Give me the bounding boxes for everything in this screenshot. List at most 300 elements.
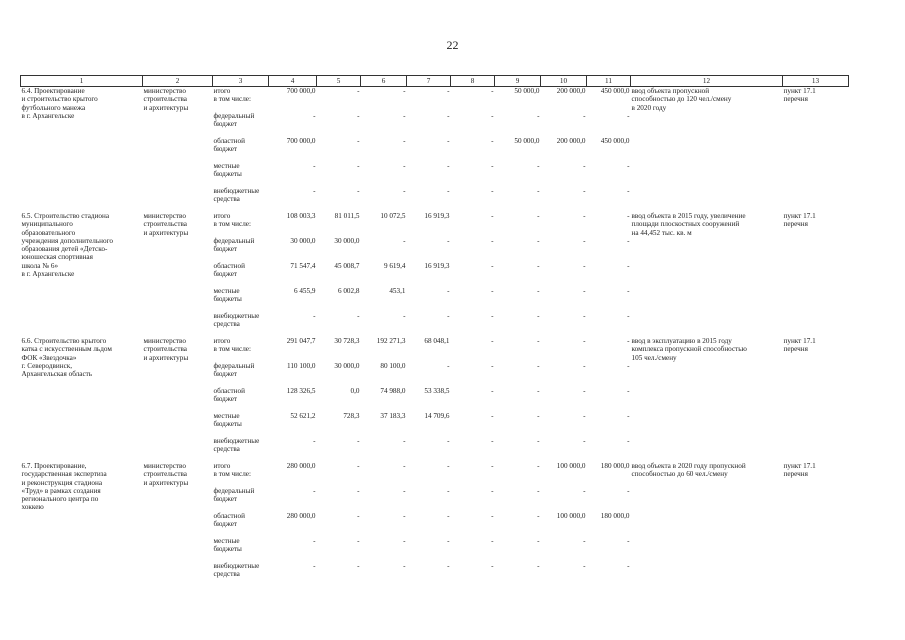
col-header: 10 — [541, 76, 587, 87]
amount-cell: - — [583, 387, 586, 395]
amount-cell: - — [447, 237, 450, 245]
amount-cell: - — [537, 562, 540, 570]
amount-cell: - — [491, 437, 494, 445]
executor-line: министерство — [143, 87, 186, 95]
measure-name-line: в г. Архангельске — [21, 111, 75, 120]
legal-basis — [783, 87, 849, 213]
funding-source-line: местные — [213, 537, 240, 545]
amount-cell: - — [537, 537, 540, 545]
legal-basis — [783, 462, 849, 587]
amount-cell: - — [357, 87, 360, 95]
funding-source — [213, 112, 269, 137]
amount-cell: 16 919,3 — [424, 212, 450, 220]
amount-cell: 453,1 — [389, 287, 406, 295]
executor-line: строительства — [143, 345, 187, 354]
amount-cell: 9 619,4 — [383, 262, 406, 270]
amount-cell: - — [491, 212, 494, 220]
amount-cell: - — [537, 412, 540, 420]
funding-source-line: областной — [213, 512, 245, 520]
col-header: 8 — [451, 76, 495, 87]
measure-name-line: катка с искусственным льдом — [21, 345, 112, 354]
expected-result-line: площади плоскостных сооружений — [631, 220, 740, 229]
amount-cell: - — [447, 462, 450, 470]
measure-name-line: футбольного манежа — [21, 103, 86, 112]
amount-cell: - — [357, 312, 360, 320]
measure-name-line: в г. Архангельске — [21, 270, 75, 279]
legal-basis-line: пункт 17.1 — [783, 87, 816, 95]
amount-cell: - — [447, 87, 450, 95]
funding-source-line: бюджеты — [213, 420, 242, 429]
expected-result — [631, 337, 783, 462]
table-row — [21, 87, 849, 113]
amount-cell: - — [491, 337, 494, 345]
amount-cell: - — [313, 112, 316, 120]
funding-source-line: федеральный — [213, 362, 255, 370]
amount-cell: - — [537, 437, 540, 445]
executor — [143, 87, 213, 213]
funding-source-line: бюджеты — [213, 545, 242, 554]
amount-cell: - — [491, 487, 494, 495]
measure-name-line: образовательного — [21, 228, 76, 237]
amount-cell: - — [403, 462, 406, 470]
amount-cell: - — [583, 237, 586, 245]
amount-cell: 71 547,4 — [290, 262, 316, 270]
col-header: 4 — [269, 76, 317, 87]
amount-cell: - — [403, 537, 406, 545]
amount-cell: - — [627, 162, 630, 170]
measure-name-line: «Труд» в рамках создания — [21, 486, 101, 495]
legal-basis — [783, 337, 849, 462]
amount-cell: - — [313, 162, 316, 170]
amount-cell: 291 047,7 — [286, 337, 316, 345]
expected-result-line: комплекса пропускной способностью — [631, 345, 747, 354]
amount-cell: - — [627, 187, 630, 195]
amount-cell: 100 000,0 — [556, 512, 586, 520]
amount-cell: - — [627, 537, 630, 545]
funding-source-line: бюджеты — [213, 170, 242, 179]
amount-cell: - — [403, 187, 406, 195]
amount-cell: - — [491, 237, 494, 245]
funding-source-line: областной — [213, 137, 245, 145]
amount-cell: - — [537, 487, 540, 495]
amount-cell: 30 000,0 — [290, 237, 316, 245]
amount-cell: 37 183,3 — [380, 412, 406, 420]
funding-source-line: бюджет — [213, 120, 238, 129]
measure-name-line: школа № 6» — [21, 261, 59, 270]
amount-cell: - — [537, 187, 540, 195]
measure-name — [21, 212, 143, 337]
page-number: 22 — [446, 38, 459, 52]
funding-source — [213, 462, 269, 487]
amount-cell: - — [537, 237, 540, 245]
amount-cell: 74 988,0 — [380, 387, 406, 395]
col-header: 2 — [143, 76, 213, 87]
funding-source-line: областной — [213, 262, 245, 270]
funding-source-line: бюджет — [213, 520, 238, 529]
amount-cell: 10 072,5 — [380, 212, 406, 220]
amount-cell: - — [491, 312, 494, 320]
legal-basis-line: пункт 17.1 — [783, 212, 816, 220]
legal-basis-line: перечня — [783, 470, 808, 479]
amount-cell: 68 048,1 — [424, 337, 450, 345]
amount-cell: 16 919,3 — [424, 262, 450, 270]
measure-name-line: 6.5. Строительство стадиона — [21, 212, 110, 220]
amount-cell: - — [313, 537, 316, 545]
funding-source-line: средства — [213, 445, 240, 454]
amount-cell: - — [537, 112, 540, 120]
amount-cell: 30 000,0 — [334, 237, 360, 245]
col-header: 11 — [587, 76, 631, 87]
amount-cell: - — [583, 537, 586, 545]
funding-source — [213, 87, 269, 113]
amount-cell: - — [357, 187, 360, 195]
amount-cell: 6 455,9 — [293, 287, 316, 295]
amount-cell: - — [583, 337, 586, 345]
funding-source — [213, 187, 269, 212]
amount-cell: 192 271,3 — [376, 337, 406, 345]
amount-cell: 30 728,3 — [334, 337, 360, 345]
measure-name-line: и реконструкция стадиона — [21, 478, 103, 487]
amount-cell: - — [627, 337, 630, 345]
amount-cell: - — [447, 487, 450, 495]
measure-name-line: Архангельская область — [21, 370, 93, 379]
col-header: 3 — [213, 76, 269, 87]
funding-source-line: внебюджетные — [213, 562, 260, 570]
amount-cell: - — [357, 162, 360, 170]
measure-name-line: 6.6. Строительство крытого — [21, 337, 107, 345]
funding-source — [213, 312, 269, 337]
funding-source-line: областной — [213, 387, 245, 395]
amount-cell: 110 100,0 — [287, 362, 316, 370]
amount-cell: 52 621,2 — [290, 412, 316, 420]
funding-source — [213, 512, 269, 537]
amount-cell: - — [447, 362, 450, 370]
legal-basis-line: перечня — [783, 220, 808, 229]
executor-line: министерство — [143, 212, 186, 220]
amount-cell: - — [627, 212, 630, 220]
amount-cell: - — [447, 437, 450, 445]
amount-cell: - — [491, 287, 494, 295]
amount-cell: 45 008,7 — [334, 262, 360, 270]
amount-cell: 30 000,0 — [334, 362, 360, 370]
amount-cell: - — [491, 362, 494, 370]
funding-source-line: федеральный — [213, 112, 255, 120]
amount-cell: - — [403, 487, 406, 495]
funding-source-line: внебюджетные — [213, 437, 260, 445]
funding-source — [213, 437, 269, 462]
expected-result-line: на 44,452 тыс. кв. м — [631, 228, 692, 237]
amount-cell: - — [357, 512, 360, 520]
funding-source-line: в том числе: — [213, 470, 251, 479]
executor-line: и архитектуры — [143, 228, 189, 237]
funding-source-line: итого — [213, 462, 231, 470]
amount-cell: - — [537, 387, 540, 395]
amount-cell: - — [491, 112, 494, 120]
amount-cell: - — [491, 462, 494, 470]
amount-cell: 50 000,0 — [514, 87, 540, 95]
funding-source-line: в том числе: — [213, 95, 251, 104]
measure-name-line: г. Северодвинск, — [21, 361, 73, 370]
expected-result-line: способностью до 120 чел./смену — [631, 95, 732, 104]
amount-cell: 80 100,0 — [380, 362, 406, 370]
amount-cell: 200 000,0 — [556, 87, 586, 95]
funding-source-line: средства — [213, 320, 240, 329]
expected-result-line: ввод в эксплуатацию в 2015 году — [631, 337, 732, 345]
measure-name — [21, 462, 143, 587]
amount-cell: - — [537, 362, 540, 370]
amount-cell: - — [537, 162, 540, 170]
table-row — [21, 212, 849, 237]
legal-basis-line: пункт 17.1 — [783, 462, 816, 470]
funding-source-line: в том числе: — [213, 220, 251, 229]
amount-cell: - — [447, 287, 450, 295]
col-header: 5 — [317, 76, 361, 87]
funding-source — [213, 487, 269, 512]
amount-cell: - — [491, 412, 494, 420]
expected-result — [631, 212, 783, 337]
amount-cell: - — [583, 437, 586, 445]
executor-line: и архитектуры — [143, 103, 189, 112]
amount-cell: - — [627, 287, 630, 295]
col-header: 6 — [361, 76, 407, 87]
executor-line: министерство — [143, 337, 186, 345]
col-header: 7 — [407, 76, 451, 87]
funding-source — [213, 337, 269, 362]
amount-cell: - — [447, 312, 450, 320]
amount-cell: - — [403, 312, 406, 320]
funding-source-line: внебюджетные — [213, 312, 260, 320]
amount-cell: - — [403, 162, 406, 170]
amount-cell: - — [583, 362, 586, 370]
amount-cell: - — [491, 162, 494, 170]
amount-cell: - — [537, 212, 540, 220]
executor-line: министерство — [143, 462, 186, 470]
amount-cell: - — [491, 262, 494, 270]
amount-cell: - — [313, 562, 316, 570]
funding-source-line: местные — [213, 287, 240, 295]
funding-source-line: итого — [213, 337, 231, 345]
amount-cell: - — [583, 212, 586, 220]
funding-source-line: местные — [213, 412, 240, 420]
amount-cell: - — [403, 562, 406, 570]
col-header: 9 — [495, 76, 541, 87]
funding-source — [213, 537, 269, 562]
amount-cell: - — [447, 162, 450, 170]
funding-source-line: внебюджетные — [213, 187, 260, 195]
amount-cell: - — [491, 137, 494, 145]
expected-result-line: способностью до 60 чел./смену — [631, 470, 728, 479]
amount-cell: 180 000,0 — [600, 462, 630, 470]
amount-cell: - — [491, 562, 494, 570]
amount-cell: - — [447, 187, 450, 195]
amount-cell: 700 000,0 — [286, 87, 316, 95]
funding-source-line: итого — [213, 212, 231, 220]
amount-cell: 50 000,0 — [514, 137, 540, 145]
funding-source-line: в том числе: — [213, 345, 251, 354]
funding-source — [213, 387, 269, 412]
funding-source — [213, 287, 269, 312]
funding-source — [213, 212, 269, 237]
amount-cell: - — [627, 237, 630, 245]
amount-cell: - — [491, 387, 494, 395]
amount-cell: - — [491, 187, 494, 195]
amount-cell: - — [357, 462, 360, 470]
amount-cell: - — [357, 112, 360, 120]
amount-cell: 280 000,0 — [286, 462, 316, 470]
funding-source-line: бюджет — [213, 370, 238, 379]
measure-name-line: образования детей «Детско- — [21, 245, 108, 254]
funding-source — [213, 262, 269, 287]
executor-line: строительства — [143, 95, 187, 104]
amount-cell: - — [583, 162, 586, 170]
table-row — [21, 462, 849, 487]
amount-cell: 200 000,0 — [556, 137, 586, 145]
expected-result — [631, 462, 783, 587]
amount-cell: - — [491, 512, 494, 520]
amount-cell: - — [357, 437, 360, 445]
amount-cell: 0,0 — [350, 387, 360, 395]
amount-cell: - — [627, 437, 630, 445]
header-row — [21, 76, 849, 87]
amount-cell: 6 002,8 — [337, 287, 360, 295]
amount-cell: - — [403, 512, 406, 520]
amount-cell: - — [357, 487, 360, 495]
expected-result-line: 105 чел./смену — [631, 353, 677, 362]
amount-cell: - — [627, 112, 630, 120]
amount-cell: - — [357, 537, 360, 545]
amount-cell: - — [583, 187, 586, 195]
executor-line: строительства — [143, 470, 187, 479]
measure-name-line: регионального центра по — [21, 495, 99, 504]
amount-cell: 450 000,0 — [600, 137, 630, 145]
amount-cell: - — [357, 137, 360, 145]
legal-basis-line: пункт 17.1 — [783, 337, 816, 345]
measure-name — [21, 87, 143, 213]
measure-name-line: 6.7. Проектирование, — [21, 462, 87, 470]
expected-result-line: в 2020 году — [631, 103, 667, 112]
funding-source-line: бюджет — [213, 245, 238, 254]
col-header: 1 — [21, 76, 143, 87]
amount-cell: - — [537, 287, 540, 295]
table-row — [21, 337, 849, 362]
amount-cell: - — [537, 312, 540, 320]
amount-cell: - — [447, 137, 450, 145]
funding-source-line: бюджет — [213, 395, 238, 404]
funding-source — [213, 562, 269, 587]
measure-name-line: муниципального — [21, 220, 73, 229]
legal-basis — [783, 212, 849, 337]
measure-name-line: и строительство крытого — [21, 95, 98, 104]
amount-cell: - — [627, 362, 630, 370]
funding-source — [213, 362, 269, 387]
amount-cell: - — [583, 262, 586, 270]
amount-cell: - — [583, 287, 586, 295]
funding-source-line: федеральный — [213, 237, 255, 245]
amount-cell: - — [627, 412, 630, 420]
amount-cell: - — [537, 462, 540, 470]
amount-cell: - — [583, 487, 586, 495]
amount-cell: 14 709,6 — [424, 412, 450, 420]
expected-result — [631, 87, 783, 213]
amount-cell: - — [583, 412, 586, 420]
amount-cell: - — [403, 112, 406, 120]
expected-result-line: ввод объекта в 2015 году, увеличение — [631, 212, 746, 220]
funding-source — [213, 237, 269, 262]
amount-cell: 81 011,5 — [334, 212, 360, 220]
amount-cell: - — [447, 112, 450, 120]
amount-cell: 128 326,5 — [286, 387, 316, 395]
amount-cell: - — [403, 137, 406, 145]
amount-cell: - — [313, 437, 316, 445]
executor-line: и архитектуры — [143, 478, 189, 487]
amount-cell: - — [447, 562, 450, 570]
funding-source-line: бюджет — [213, 495, 238, 504]
executor — [143, 337, 213, 462]
amount-cell: - — [537, 262, 540, 270]
amount-cell: - — [403, 87, 406, 95]
expected-result-line: ввод объекта в 2020 году пропускной — [631, 462, 746, 470]
amount-cell: 728,3 — [343, 412, 360, 420]
measure-name-line: юношеская спортивная — [21, 253, 93, 262]
funding-source-line: федеральный — [213, 487, 255, 495]
funding-source-line: средства — [213, 570, 240, 579]
amount-cell: - — [313, 487, 316, 495]
funding-source — [213, 412, 269, 437]
funding-source-line: бюджет — [213, 270, 238, 279]
measure-name-line: государственная экспертиза — [21, 470, 107, 479]
measure-name-line: учреждения дополнительного — [21, 236, 113, 245]
executor-line: строительства — [143, 220, 187, 229]
amount-cell: - — [627, 312, 630, 320]
amount-cell: - — [313, 312, 316, 320]
amount-cell: - — [627, 387, 630, 395]
amount-cell: - — [491, 87, 494, 95]
funding-source-line: местные — [213, 162, 240, 170]
amount-cell: - — [583, 312, 586, 320]
measure-name-line: хоккею — [21, 503, 44, 512]
amount-cell: - — [313, 187, 316, 195]
amount-cell: - — [447, 512, 450, 520]
col-header: 12 — [631, 76, 783, 87]
amount-cell: - — [537, 337, 540, 345]
amount-cell: 280 000,0 — [286, 512, 316, 520]
measure-name-line: ФОК «Звездочка» — [21, 353, 77, 362]
amount-cell: 108 003,3 — [286, 212, 316, 220]
funding-source-line: бюджет — [213, 145, 238, 154]
executor — [143, 212, 213, 337]
amount-cell: - — [627, 262, 630, 270]
measure-name — [21, 337, 143, 462]
funding-source-line: итого — [213, 87, 231, 95]
amount-cell: - — [627, 562, 630, 570]
funding-source-line: средства — [213, 195, 240, 204]
measure-name-line: 6.4. Проектирование — [21, 87, 85, 95]
funding-source — [213, 162, 269, 187]
amount-cell: 180 000,0 — [600, 512, 630, 520]
legal-basis-line: перечня — [783, 95, 808, 104]
amount-cell: 53 338,5 — [424, 387, 450, 395]
amount-cell: - — [583, 562, 586, 570]
funding-source — [213, 137, 269, 162]
executor — [143, 462, 213, 587]
amount-cell: - — [491, 537, 494, 545]
amount-cell: - — [583, 112, 586, 120]
amount-cell: 100 000,0 — [556, 462, 586, 470]
amount-cell: - — [447, 537, 450, 545]
amount-cell: - — [537, 512, 540, 520]
executor-line: и архитектуры — [143, 353, 189, 362]
col-header: 13 — [783, 76, 849, 87]
